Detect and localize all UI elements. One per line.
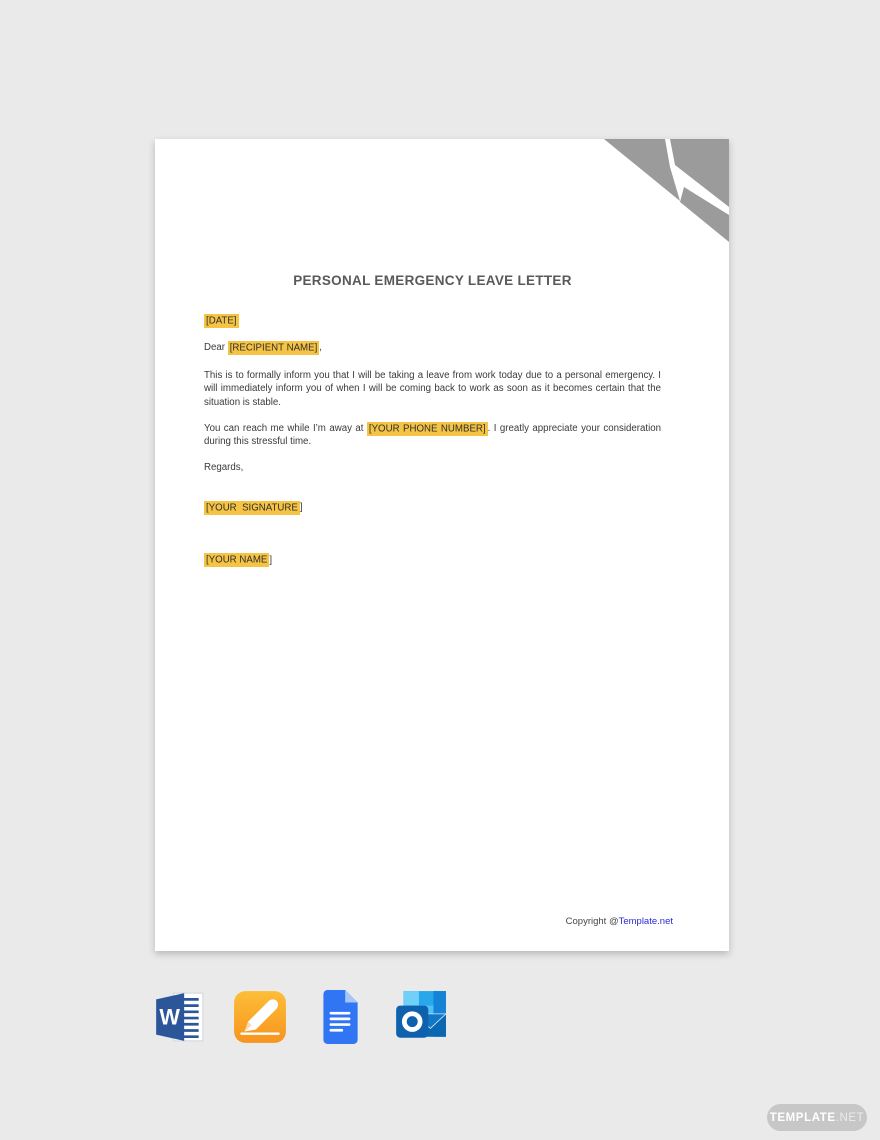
signature-bracket: ] (299, 502, 303, 514)
closing-line: Regards, (204, 461, 244, 473)
date-line (204, 314, 661, 327)
recipient-name-placeholder: [RECIPIENT NAME] (229, 342, 318, 354)
letter-document (155, 139, 729, 951)
copyright-text: Copyright @ (565, 916, 619, 927)
phone-number-placeholder: [YOUR PHONE NUMBER] (368, 423, 486, 435)
format-icons-row (152, 989, 448, 1045)
paragraph-2-suffix: . I greatly appreciate your consideration during this stressful time. (204, 423, 662, 448)
name-line (204, 554, 661, 567)
name-placeholder: [YOUR NAME (206, 554, 268, 566)
paragraph-2 (204, 422, 661, 449)
watermark-light-text: .NET (835, 1111, 865, 1124)
paragraph-2-prefix: You can reach me while I’m away at (204, 423, 367, 435)
watermark-bold-text: TEMPLATE (769, 1111, 836, 1124)
salutation-prefix: Dear (204, 342, 228, 354)
svg-text:W: W (159, 1004, 180, 1030)
google-docs-icon[interactable] (312, 989, 368, 1045)
signature-line (204, 501, 661, 514)
template-net-link[interactable]: Template.net (618, 916, 673, 927)
signature-placeholder: [YOUR SIGNATURE (206, 502, 298, 514)
letter-title: PERSONAL EMERGENCY LEAVE LETTER (293, 273, 572, 288)
template-net-watermark (767, 1104, 867, 1131)
salutation-line (204, 341, 661, 354)
name-bracket: ] (269, 554, 273, 566)
microsoft-outlook-icon[interactable] (392, 989, 448, 1045)
salutation-suffix: , (319, 342, 322, 354)
microsoft-word-icon[interactable] (152, 989, 208, 1045)
copyright-line (566, 916, 673, 927)
letter-body (155, 139, 729, 567)
paragraph-1: This is to formally inform you that I will be taking a leave from work today due to a personal emergency. I will immediately inform you of when I will be coming back to work as soon as it becomes certain that the situation is stable. (204, 369, 661, 408)
apple-pages-icon[interactable] (232, 989, 288, 1045)
date-placeholder: [DATE] (206, 315, 237, 326)
